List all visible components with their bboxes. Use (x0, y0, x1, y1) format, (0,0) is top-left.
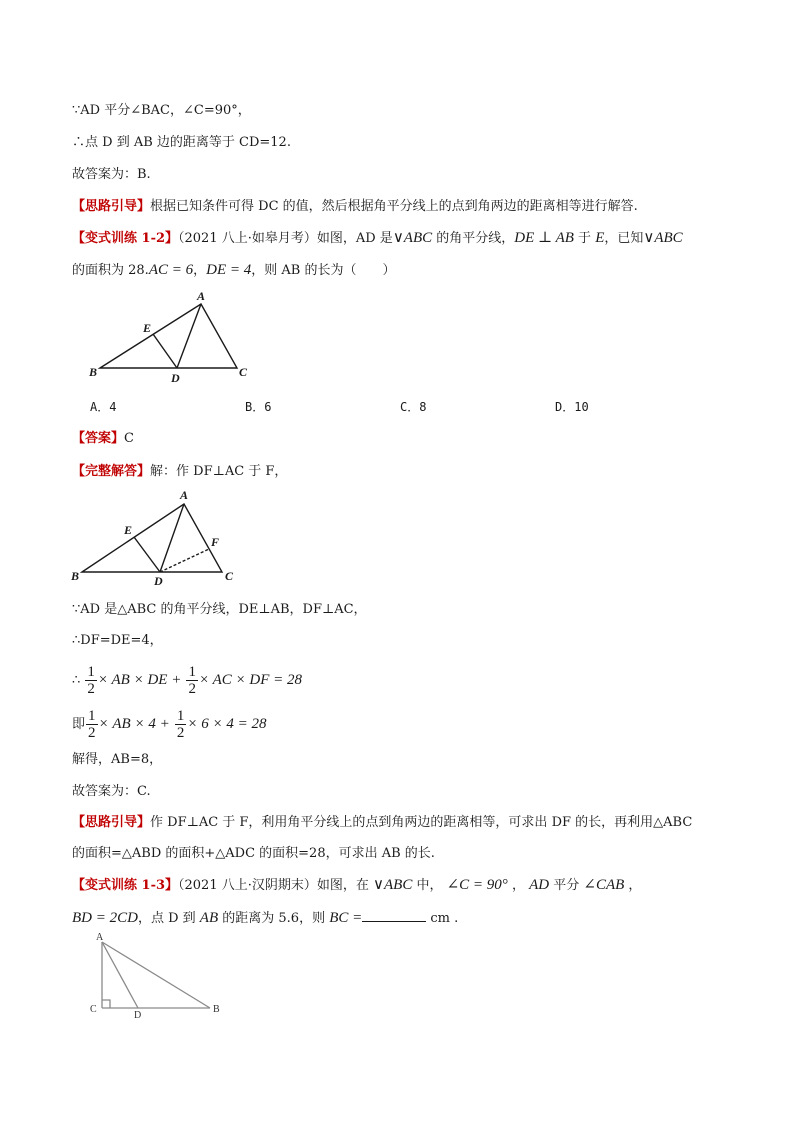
label-e: E (124, 523, 133, 537)
hint-tag: 【思路引导】 (72, 815, 151, 830)
exercise-tag: 【变式训练 1-2】 (72, 231, 179, 246)
figure-2-triangle (68, 486, 248, 590)
segment-ad (177, 304, 201, 368)
hint-line-2b: 的面积=△ABD 的面积+△ADC 的面积=28，可求出 AB 的长. (72, 846, 435, 861)
hint-line-1: 【思路引导】根据已知条件可得 DC 的值，然后根据角平分线上的点到角两边的距离相等进行解答. (72, 199, 638, 214)
fraction-half: $\frac{1}{2}$ (176, 708, 185, 741)
text-line-1: ∵AD 平分∠BAC，∠C=90°， (72, 103, 251, 118)
label-a: A (197, 289, 206, 303)
exercise-1-2-line-2: 的面积为 28.AC = 6，DE = 4，则 AB 的长为（ ） (72, 262, 396, 278)
option-a: A．4 (90, 400, 117, 414)
exercise-1-2-line-1: 【变式训练 1-2】（2021 八上·如皋月考）如图，AD 是∨ABC 的角平分线，DE ⊥ AB 于 E，已知∨ABC (72, 230, 683, 246)
label-c: C (90, 1004, 97, 1015)
solution-step-6: 故答案为：C. (72, 784, 151, 799)
segment-ab (102, 942, 210, 1008)
label-e: E (143, 321, 152, 335)
figure-3-right-triangle (88, 928, 238, 1020)
solution-intro: 【完整解答】解：作 DF⊥AC 于 F， (72, 464, 288, 479)
fraction-half: $\frac{1}{2}$ (87, 664, 95, 697)
label-a: A (180, 488, 189, 502)
label-f: F (211, 535, 220, 549)
label-c: C (239, 365, 248, 379)
segment-de (134, 537, 160, 572)
text-line-2: ∴点 D 到 AB 边的距离等于 CD=12. (72, 135, 291, 150)
label-a: A (96, 932, 104, 943)
figure-1-triangle (85, 288, 265, 388)
label-b: B (89, 365, 98, 379)
label-d: D (154, 574, 163, 588)
label-c: C (225, 569, 234, 583)
solution-step-5: 解得，AB=8， (72, 752, 163, 767)
segment-de (153, 334, 177, 368)
text-line-3: 故答案为：B. (72, 167, 151, 182)
label-d: D (171, 371, 180, 385)
solution-tag: 【完整解答】 (72, 464, 151, 479)
exercise-1-3-line-1: 【变式训练 1-3】（2021 八上·汉阴期末）如图，在 ∨ABC 中， ∠C = 90° ， AD 平分 ∠CAB ， (72, 877, 642, 893)
option-c: C．8 (400, 400, 427, 414)
option-b: B．6 (245, 400, 272, 414)
triangle-abc (100, 304, 237, 368)
answer-tag: 【答案】 (72, 431, 125, 446)
answer-blank (362, 907, 426, 922)
segment-ad (102, 942, 138, 1008)
answer-value: C (124, 431, 134, 446)
label-b: B (213, 1004, 220, 1015)
exercise-tag: 【变式训练 1-3】 (72, 878, 179, 893)
label-d: D (134, 1010, 142, 1020)
hint-line-2: 【思路引导】作 DF⊥AC 于 F，利用角平分线上的点到角两边的距离相等，可求出 DF 的长，再利用△ABC (72, 815, 693, 830)
hint-tag: 【思路引导】 (72, 199, 151, 214)
solution-step-2: ∴DF=DE=4， (72, 633, 163, 648)
solution-step-1: ∵AD 是△ABC 的角平分线，DE⊥AB，DF⊥AC， (72, 602, 367, 617)
answer-line (72, 429, 134, 449)
fraction-half: $\frac{1}{2}$ (88, 708, 96, 741)
solution-step-3: ∴ $\frac{1}{2}$ × AB × DE + $\frac{1}{2}$ × AC × DF = 28 (72, 664, 302, 697)
option-d: D．10 (555, 400, 589, 414)
right-angle-mark (102, 1000, 110, 1008)
fraction-half: $\frac{1}{2}$ (188, 664, 196, 697)
exercise-1-3-line-2: BD = 2CD，点 D 到 AB 的距离为 5.6，则 BC = cm . (72, 907, 458, 929)
label-b: B (71, 569, 80, 583)
solution-step-4: 即 $\frac{1}{2}$ × AB × 4 + $\frac{1}{2}$ × 6 × 4 = 28 (72, 708, 267, 741)
